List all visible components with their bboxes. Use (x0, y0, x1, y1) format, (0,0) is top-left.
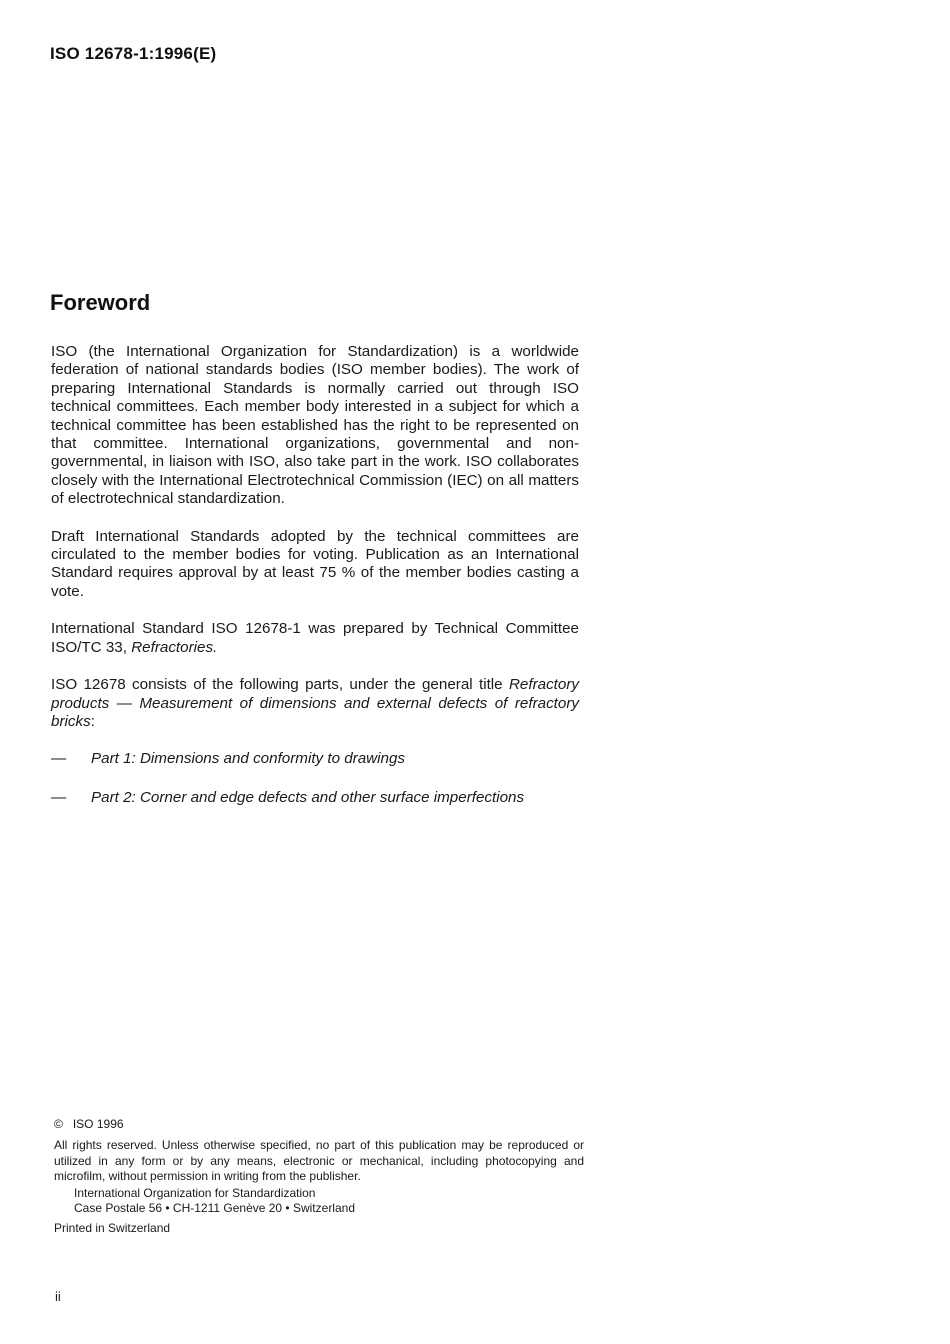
list-item (51, 750, 579, 768)
paragraph-draft-standards: Draft International Standards adopted by the technical committees are circulated to the member bodies for voting. Publication as an International Standard requires approval by at least 75 % of the member bodies casting a vote. (51, 527, 579, 600)
part-title: Part 1: Dimensions and conformity to drawings (91, 750, 406, 768)
publisher-address: Case Postale 56 • CH-1211 Genève 20 • Switzerland (74, 1201, 355, 1216)
parts-intro-text: ISO 12678 consists of the following parts, under the general title (51, 676, 509, 694)
document-id: ISO 12678-1:1996(E) (50, 44, 217, 63)
copyright-line: © ISO 1996 (54, 1117, 124, 1131)
list-dash: — (51, 750, 67, 768)
list-item (51, 789, 579, 807)
publisher-org: International Organization for Standardization (74, 1186, 316, 1201)
parts-list (51, 750, 579, 807)
committee-name: Refractories. (131, 638, 218, 656)
foreword-title: Foreword (50, 290, 151, 315)
paragraph-parts-intro (51, 676, 579, 731)
part-title: Part 2: Corner and edge defects and other surface imperfections (91, 788, 525, 806)
copyright-block (54, 1117, 584, 1236)
list-dash: — (51, 788, 67, 806)
rights-statement: All rights reserved. Unless otherwise specified, no part of this publication may be reproduced or utilized in any form or by any means, electronic or mechanical, including photocopying and microfilm, without permission in writing from the publisher. (54, 1138, 584, 1183)
prepared-by-text: International Standard ISO 12678-1 was prepared by Technical Committee ISO/TC 33, (51, 620, 579, 656)
parts-intro-colon: : (90, 712, 95, 730)
printed-in: Printed in Switzerland (54, 1220, 171, 1235)
general-title: Refractory products — Measurement of dimensions and external defects of refractory bricks (51, 676, 579, 730)
paragraph-prepared-by (51, 620, 579, 657)
paragraph-iso-intro: ISO (the International Organization for Standardization) is a worldwide federation of national standards bodies (ISO member bodies). The work of preparing International Standards is normally carried out through ISO technical committees. Each member body interested in a subject for which a technical committee has been established has the right to be represented on that committee. International organizations, governmental and non-governmental, in liaison with ISO, also take part in the work. ISO collaborates closely with the International Electrotechnical Commission (IEC) on all matters of electrotechnical standardization. (51, 343, 579, 508)
page-number: ii (55, 1289, 61, 1304)
foreword-body (51, 343, 579, 827)
